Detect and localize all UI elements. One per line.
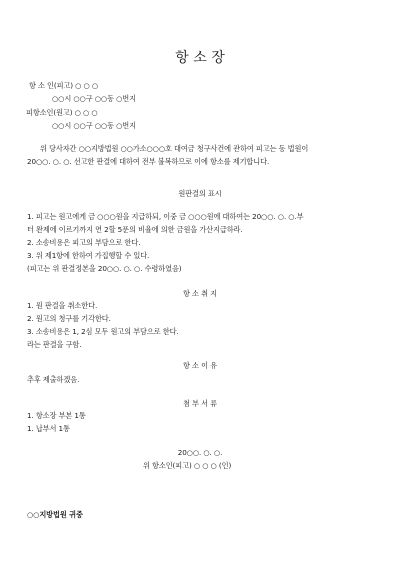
reason-heading: 항 소 이 유: [183, 361, 217, 370]
court-addressee: ○○지방법원 귀중: [27, 510, 83, 519]
purpose-line: 1. 원 판결을 취소한다.: [27, 301, 98, 310]
appellant-label: 항 소 인(피고) ○ ○ ○: [29, 81, 99, 90]
document-title: 항 소 장: [175, 50, 225, 66]
intro-line-2: 20○○. ○. ○. 선고한 판결에 대하여 전부 불복하므로 이에 항소를 제기합니다.: [27, 157, 270, 166]
purpose-heading: 항 소 취 지: [183, 289, 217, 298]
filing-date: 20○○. ○. ○.: [177, 448, 223, 457]
original-judgment-line: 터 완제에 이르기까지 연 2할 5푼의 비율에 의한 금원을 가산지급하라.: [27, 225, 243, 234]
appellee-label: 피항소인(원고) ○ ○ ○: [26, 108, 98, 117]
appellant-address: ○○시 ○○구 ○○동 ○번지: [52, 94, 136, 103]
purpose-line: 3. 소송비용은 1, 2심 모두 원고의 부담으로 한다.: [27, 327, 179, 336]
original-judgment-line: 3. 위 제1항에 한하여 가집행할 수 있다.: [27, 251, 150, 260]
original-judgment-line: 1. 피고는 원고에게 금 ○○○원을 지급하되, 이중 금 ○○○원에 대하여는 20○○. ○. ○.부: [27, 212, 304, 221]
attachments-heading: 첨 부 서 류: [183, 399, 217, 408]
attachment-item: 1. 항소장 부본 1통: [27, 411, 86, 420]
original-judgment-line: (피고는 위 판결정본을 20○○. ○. ○. 수령하였음): [27, 264, 182, 273]
purpose-line: 2. 원고의 청구를 기각한다.: [27, 314, 111, 323]
appellee-address: ○○시 ○○구 ○○동 ○번지: [52, 121, 136, 130]
original-judgment-line: 2. 소송비용은 피고의 부담으로 한다.: [27, 238, 141, 247]
purpose-line: 라는 판결을 구함.: [27, 340, 82, 349]
attachment-item: 1. 납부서 1통: [27, 424, 70, 433]
original-judgment-heading: 원판결의 표시: [178, 189, 222, 198]
reason-line: 추후 제출하겠음.: [27, 375, 80, 384]
intro-line-1: 위 당사자간 ○○지방법원 ○○가소○○○호 대여금 청구사건에 관하여 피고는 동 법원이: [40, 144, 309, 153]
signature-line: 위 항소인(피고) ○ ○ ○ (인): [143, 461, 232, 470]
